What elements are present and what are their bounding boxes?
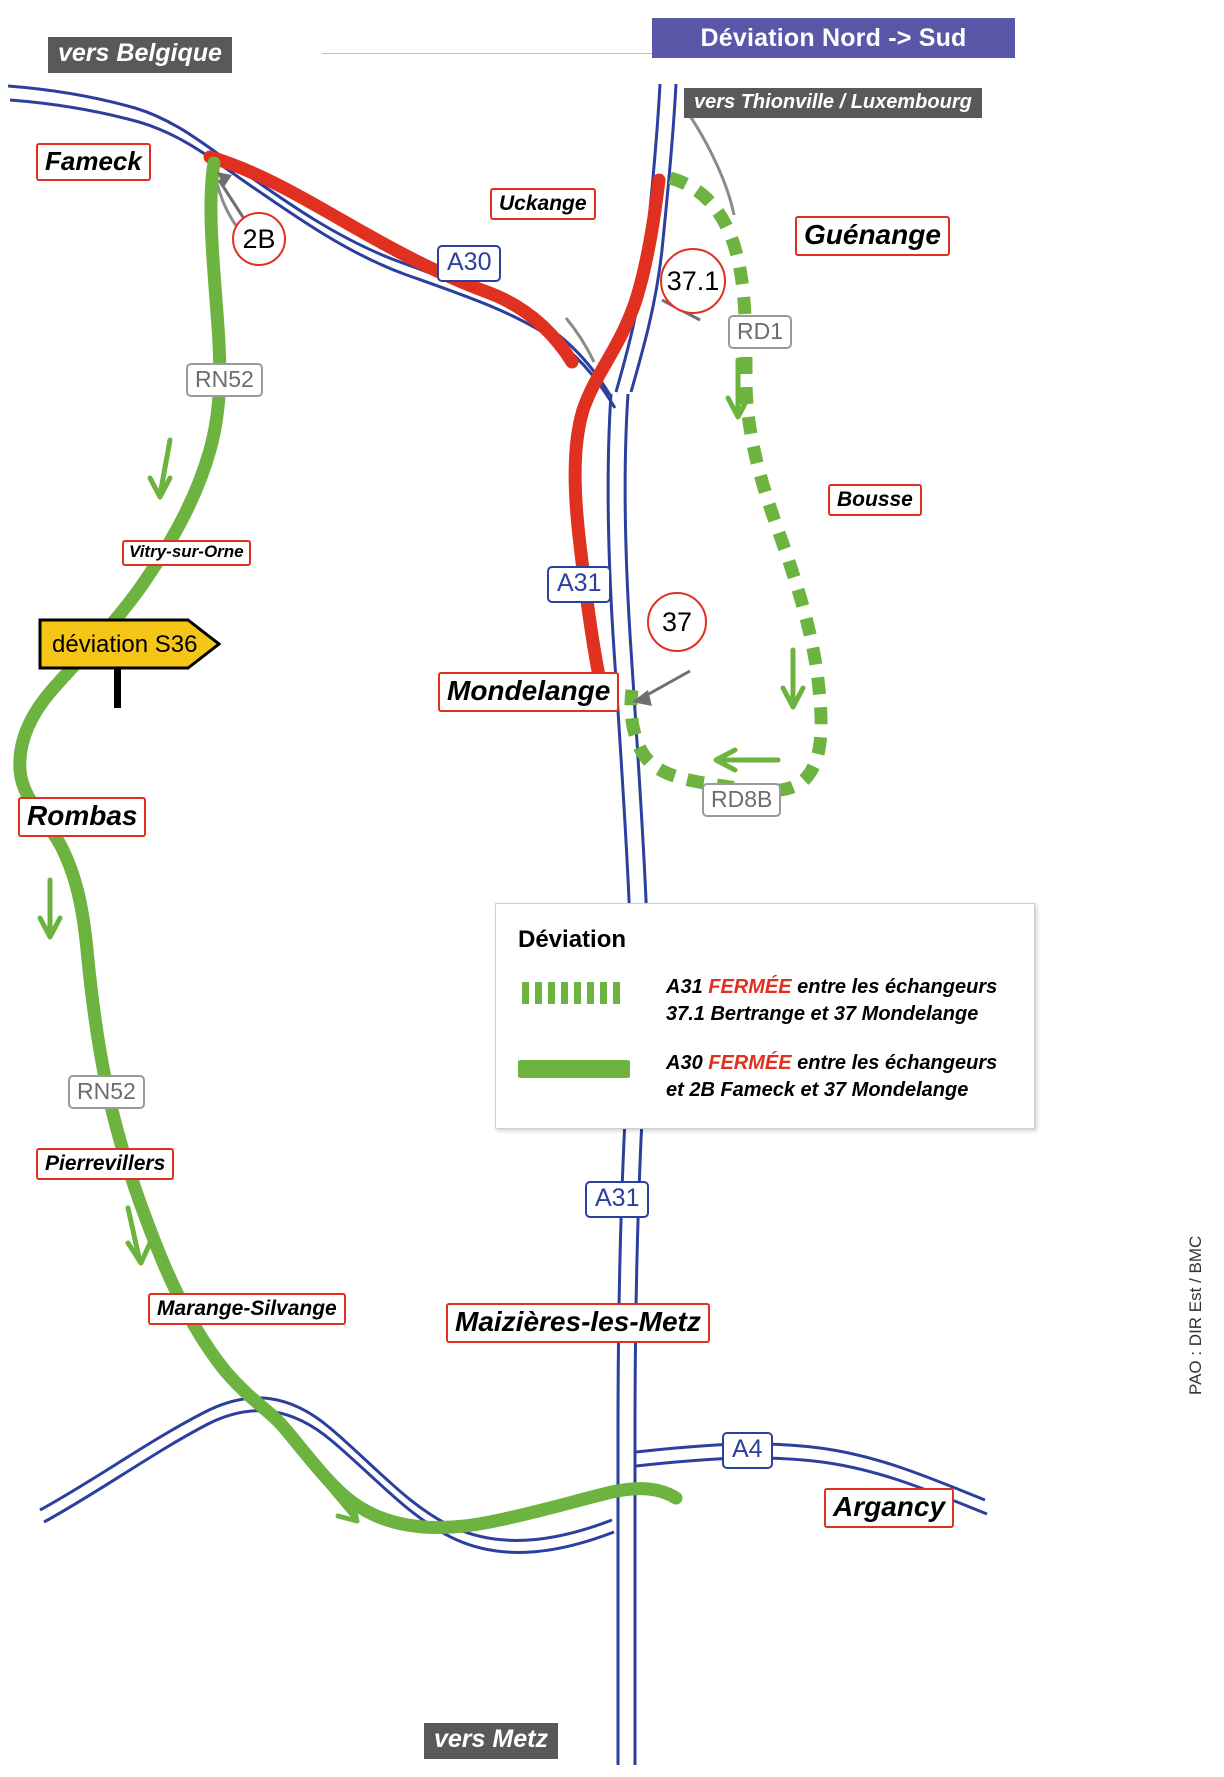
sign-post [114,666,121,708]
legend-title: Déviation [518,926,627,953]
road-shield-a30: A30 [437,245,501,282]
legend-a31-line1-post: entre les échangeurs [791,976,998,998]
road-shield-a4: A4 [722,1432,773,1469]
legend-text-a30 [666,1050,1046,1104]
interchange-37: 37 [647,592,707,652]
city-marange-silvange: Marange-Silvange [148,1293,346,1325]
road-shield-a31-north: A31 [547,566,611,603]
road-shield-a31-south: A31 [585,1181,649,1218]
legend-box [495,903,1035,1129]
city-mondelange: Mondelange [438,672,619,712]
city-rombas: Rombas [18,797,146,837]
interchange-37-1: 37.1 [660,248,726,314]
city-argancy: Argancy [824,1488,954,1528]
legend-a30-fermee: FERMÉE [708,1052,792,1074]
city-bousse: Bousse [828,484,922,516]
interchange-2b: 2B [232,212,286,266]
city-guenange: Guénange [795,216,950,256]
destination-belgique: vers Belgique [48,37,232,73]
road-shield-rd1: RD1 [728,315,792,349]
road-shield-rn52-north: RN52 [186,363,263,397]
city-maizieres-les-metz: Maizières-les-Metz [446,1303,710,1343]
legend-a30-line1-post: entre les échangeurs [791,1052,998,1074]
legend-swatch-solid-green [518,1056,630,1082]
legend-a31-line2: 37.1 Bertrange et 37 Mondelange [666,1003,979,1025]
deviation-sign-label: déviation S36 [52,631,198,658]
destination-metz: vers Metz [424,1723,558,1759]
credit-text: PAO : DIR Est / BMC [1186,1235,1205,1395]
city-uckange: Uckange [490,188,596,220]
title-rule [322,53,652,54]
destination-thionville-luxembourg: vers Thionville / Luxembourg [684,88,982,118]
legend-a31-fermee: FERMÉE [708,976,792,998]
legend-a31-line1-pre: A31 [666,976,709,998]
legend-a30-line1-pre: A30 [666,1052,709,1074]
legend-text-a31 [666,974,1046,1028]
road-shield-rd8b: RD8B [702,783,781,817]
city-vitry-sur-orne: Vitry-sur-Orne [122,540,251,566]
city-fameck: Fameck [36,143,151,181]
map-title-banner: Déviation Nord -> Sud [652,18,1015,58]
city-pierrevillers: Pierrevillers [36,1148,174,1180]
deviation-sign-s36 [38,618,221,670]
legend-swatch-dashed-green [518,980,630,1006]
legend-a30-line2: et 2B Fameck et 37 Mondelange [666,1079,969,1101]
road-shield-rn52-south: RN52 [68,1075,145,1109]
